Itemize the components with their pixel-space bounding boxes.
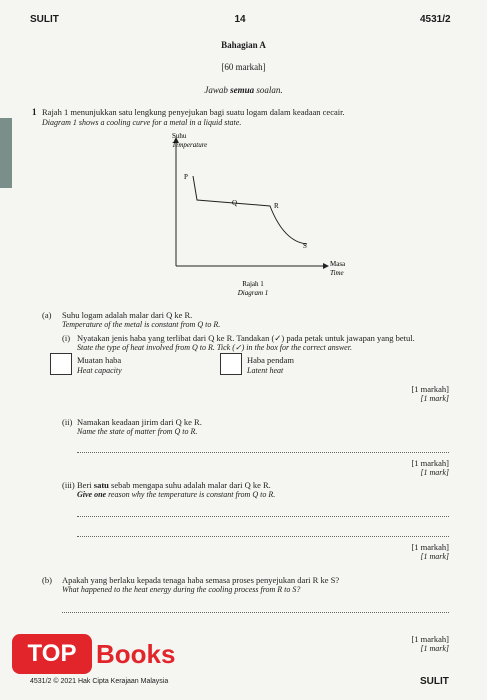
part-aii-en: Name the state of matter from Q to R. bbox=[77, 427, 198, 436]
part-aiii-en bbox=[77, 490, 275, 500]
aiii-ms-pre: Beri bbox=[77, 480, 92, 490]
part-ai-en: State the type of heat involved from Q to R. Tick (✓) in the box for the correct answer. bbox=[77, 343, 352, 352]
cooling-curve-diagram bbox=[150, 128, 360, 300]
side-tab bbox=[0, 118, 12, 188]
q1-stem-ms: Rajah 1 menunjukkan satu lengkung penyejukan bagi suatu logam dalam keadaan cecair. bbox=[42, 107, 345, 117]
mark-aiii bbox=[411, 542, 449, 562]
aiii-ms-post: sebab mengapa suhu adalah malar dari Q ke R. bbox=[111, 480, 271, 490]
aiii-en-bold: Give one bbox=[77, 490, 107, 499]
point-r: R bbox=[274, 202, 279, 210]
answer-line-b[interactable] bbox=[62, 612, 449, 613]
mark-aiii-ms: [1 markah] bbox=[411, 542, 449, 552]
topbooks-logo bbox=[12, 634, 192, 674]
point-s: S bbox=[303, 242, 307, 250]
point-q: Q bbox=[232, 199, 238, 207]
section-instruction bbox=[0, 85, 487, 95]
answer-line-aiii-1[interactable] bbox=[77, 516, 449, 517]
part-a-ms: Suhu logam adalah malar dari Q ke R. bbox=[62, 310, 193, 320]
mark-ai-en: [1 mark] bbox=[420, 394, 449, 403]
checkbox-heat-capacity[interactable] bbox=[50, 353, 72, 375]
option1-en: Heat capacity bbox=[77, 366, 122, 375]
cooling-curve bbox=[193, 176, 307, 244]
y-label-en: Temperature bbox=[172, 141, 208, 149]
mark-b-ms: [1 markah] bbox=[411, 634, 449, 644]
page-number: 14 bbox=[234, 14, 246, 25]
q1-stem-en: Diagram 1 shows a cooling curve for a metal in a liquid state. bbox=[42, 118, 242, 127]
mark-aiii-en: [1 mark] bbox=[420, 552, 449, 561]
y-label-ms: Suhu bbox=[172, 132, 187, 140]
option1-ms: Muatan haba bbox=[77, 355, 122, 365]
option2-en: Latent heat bbox=[247, 366, 284, 375]
logo-books: Books bbox=[96, 639, 176, 669]
mark-ai-ms: [1 markah] bbox=[411, 384, 449, 394]
caption-en: Diagram 1 bbox=[237, 289, 269, 297]
header-right: 4531/2 bbox=[420, 14, 451, 25]
section-marks: [60 markah] bbox=[221, 62, 266, 72]
question-number: 1 bbox=[32, 107, 37, 117]
x-label-ms: Masa bbox=[330, 260, 346, 268]
answer-line-aii[interactable] bbox=[77, 452, 449, 453]
section-title: Bahagian A bbox=[221, 40, 266, 50]
instruction-prefix: Jawab bbox=[204, 85, 228, 95]
part-aii-label: (ii) bbox=[62, 417, 73, 427]
part-b-ms: Apakah yang berlaku kepada tenaga haba semasa proses penyejukan dari R ke S? bbox=[62, 575, 340, 585]
answer-line-aiii-2[interactable] bbox=[77, 536, 449, 537]
aiii-en-post: reason why the temperature is constant from Q to R. bbox=[108, 490, 276, 499]
footer-left: 4531/2 © 2021 Hak Cipta Kerajaan Malaysia bbox=[30, 678, 169, 685]
mark-aii bbox=[411, 458, 449, 478]
mark-aii-ms: [1 markah] bbox=[411, 458, 449, 468]
part-aiii-label: (iii) bbox=[62, 480, 75, 490]
part-aii-ms: Namakan keadaan jirim dari Q ke R. bbox=[77, 417, 202, 427]
header-left: SULIT bbox=[30, 14, 59, 25]
instruction-bold: semua bbox=[230, 85, 255, 95]
mark-b bbox=[411, 634, 449, 654]
option2-ms: Haba pendam bbox=[247, 355, 294, 365]
instruction-suffix: soalan. bbox=[256, 85, 283, 95]
point-p: P bbox=[184, 173, 188, 181]
x-label-en: Time bbox=[330, 269, 344, 277]
footer-right: SULIT bbox=[420, 676, 449, 687]
mark-ai bbox=[411, 384, 449, 404]
caption-ms: Rajah 1 bbox=[242, 280, 264, 288]
part-ai-label: (i) bbox=[62, 333, 71, 343]
aiii-ms-bold: satu bbox=[93, 480, 109, 490]
part-a-en: Temperature of the metal is constant from Q to R. bbox=[62, 320, 221, 329]
mark-aii-en: [1 mark] bbox=[420, 468, 449, 477]
mark-b-en: [1 mark] bbox=[420, 644, 449, 653]
part-b-label: (b) bbox=[42, 575, 52, 585]
logo-top: TOP bbox=[12, 634, 92, 674]
part-ai-ms: Nyatakan jenis haba yang terlibat dari Q ke R. Tandakan (✓) pada petak untuk jawapan yang betul. bbox=[77, 333, 415, 343]
part-b-en: What happened to the heat energy during the cooling process from R to S? bbox=[62, 585, 301, 594]
part-a-label: (a) bbox=[42, 310, 52, 320]
checkbox-latent-heat[interactable] bbox=[220, 353, 242, 375]
